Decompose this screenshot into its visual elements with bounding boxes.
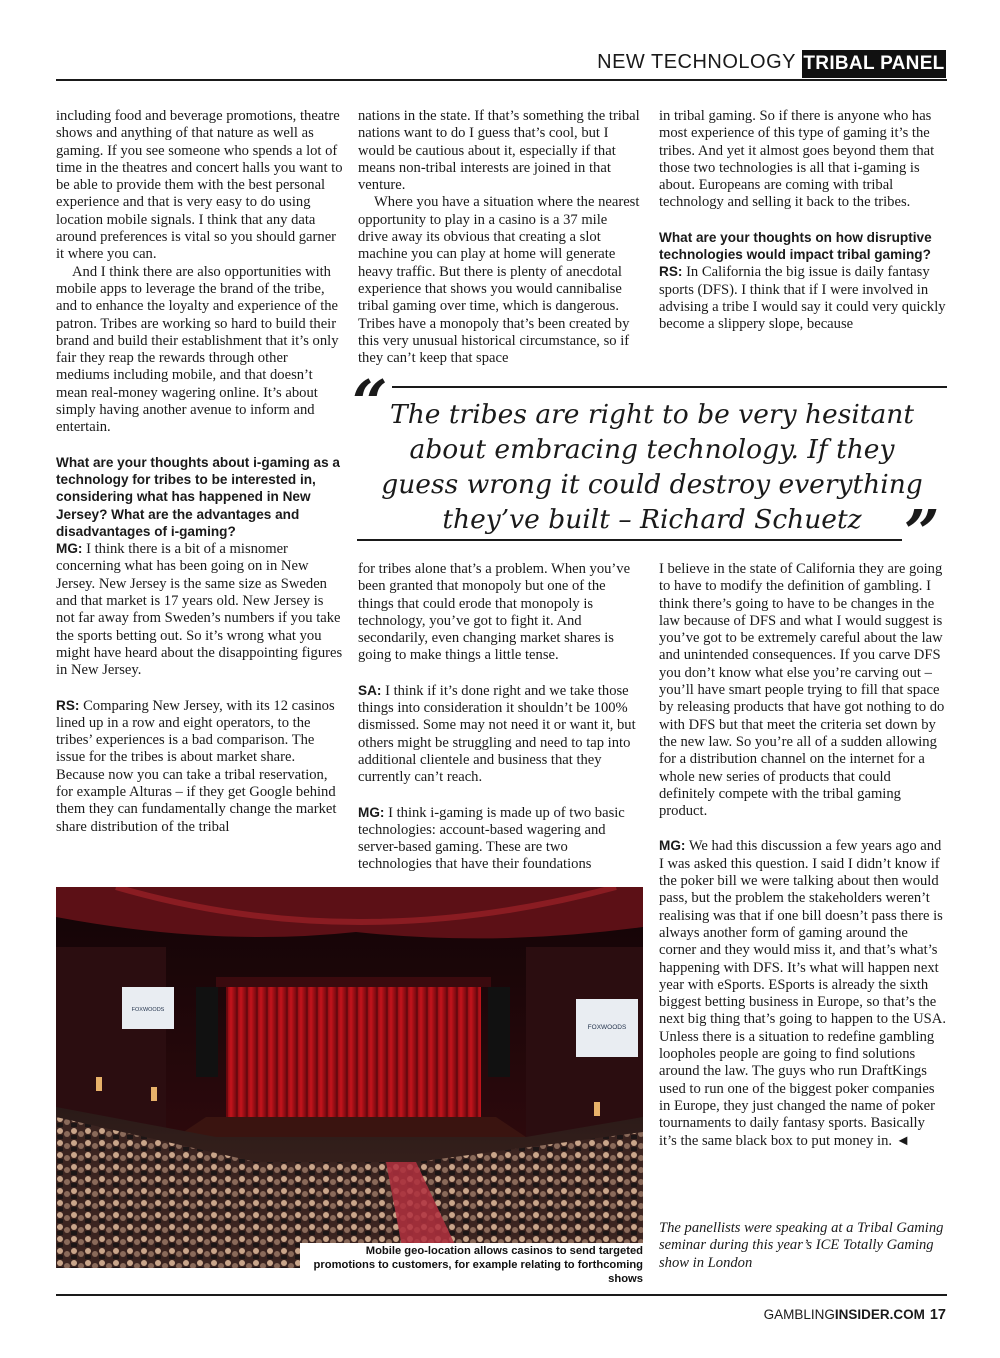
col2-sa-answer bbox=[358, 682, 640, 787]
col3-paragraph-2: I believe in the state of California they are going to have to modify the definition of gambling. I think there’s going to have to be changes in the law because of DFS and what I would suggest is you’ve got to be extremely careful about the law and unintended consequences. If you carve DFS you don’t know what else you’re carving out – you’ll have smart people trying to fill that space by releasing products that have got nothing to do with DFS but that meet the criteria set down by the new law. So you’re all of a sudden allowing for a distribution channel on the internet for a whole new series of products that could definitely compete with the tribal gaming product. bbox=[659, 561, 945, 820]
section-tag: TRIBAL PANEL bbox=[802, 50, 946, 78]
col1-paragraph-1: including food and beverage promotions, theatre shows and anything of that nature as well as gaming. If you see someone who spends a lot of time in the theatres and concert halls you want to be able to provide them with the best personal experience and that is very easy to do using location mobile signals. I think that any data around preferences is vital so you should garner it where you can. bbox=[56, 108, 343, 263]
footer bbox=[700, 1307, 946, 1323]
end-of-article-mark: ◄ bbox=[895, 1132, 911, 1149]
open-quote-mark: “ bbox=[352, 366, 388, 439]
col3-rs-answer bbox=[659, 263, 946, 333]
speaker-mg: MG: bbox=[56, 541, 83, 557]
col1-question: What are your thoughts about i-gaming as a technology for tribes to be interested in, considering what has happened in New Jersey? What are the advantages and disadvantages of i-gaming? bbox=[56, 454, 340, 539]
column-1 bbox=[56, 108, 343, 836]
column-2-bottom bbox=[358, 561, 640, 874]
column-2-top bbox=[358, 108, 640, 367]
theatre-illustration bbox=[56, 887, 643, 1268]
theatre-photo bbox=[56, 887, 643, 1268]
pull-quote-bottom-rule bbox=[357, 539, 902, 541]
col3-rs-text: In California the big issue is daily fantasy sports (DFS). I think that if I were involved in advising a tribe I would say it could very quickly become a slippery slope, because bbox=[659, 264, 946, 333]
col1-mg-text: I think there is a bit of a misnomer concerning what has been going on in New Jersey. New Jersey is the same size as Sweden and that market is 17 years old. New Jersey is not far away from Sweden’s numbers if you take the sports betting out. So it’s wrong what you might have heard about the disappointing figures in New Jersey. bbox=[56, 541, 343, 679]
col1-rs-answer bbox=[56, 697, 343, 836]
screen-logo-right: FOXWOODS bbox=[587, 1024, 627, 1031]
col3-mg-answer bbox=[659, 837, 946, 1149]
col1-paragraph-2: And I think there are also opportunities with mobile apps to leverage the brand of the tribe, and to enhance the loyalty and experience of the patron. Tribes are working so hard to build their brand and build their establishment that it’s only fair they reap the rewards through other mediums including mobile, and that doesn’t mean real-money wagering online. It’s about simply having another avenue to inform and entertain. bbox=[56, 263, 339, 436]
footer-rule bbox=[56, 1294, 947, 1296]
page-number: 17 bbox=[929, 1307, 946, 1323]
speaker-sa: SA: bbox=[358, 682, 382, 698]
screen-logo-left: FOXWOODS bbox=[131, 1007, 165, 1013]
col3-paragraph-1: in tribal gaming. So if there is anyone who has most experience of this type of gaming it’s the tribes. And yet it almost goes beyond them that those two technologies is all that i-gaming is about. Europeans are coming with tribal technology and selling it back to the tribes. bbox=[659, 108, 935, 211]
col3-mg-text: We had this discussion a few years ago and I was asked this question. I said I didn’t know if the poker bill we were talking about then would pass, but the problem the stakeholders weren’t realising was that if one bill doesn’t pass there is always another form of gaming around the corner and they would miss it, and that’s what’s happening with DFS. It’s what will happen next year with eSports. ESports is already the sixth biggest betting business in Europe, so that’s the next big thing that’s going to happen to the USA. Unless there is a situation to redefine gambling loopholes people are going to find solutions around the law. The guys who run DraftKings used to run one of the biggest poker companies in Europe, they just changed the name of poker tournaments to daily fantasy sports. Basically it’s the same black box to put money in. bbox=[659, 838, 946, 1149]
column-3-bottom bbox=[659, 561, 946, 1150]
pull-quote-top-rule bbox=[392, 386, 947, 388]
speaker-rs: RS: bbox=[56, 697, 80, 713]
speaker-mg: MG: bbox=[358, 804, 385, 820]
col2-sa-text: I think if it’s done right and we take those things into consideration it shouldn’t be 100% dismissed. Some may not need it or want it, but others might be struggling and need to tap into additional clientele and business that they currently can’t reach. bbox=[358, 682, 636, 786]
closing-note: The panellists were speaking at a Tribal Gaming seminar during this year’s ICE Totally Gaming show in London bbox=[659, 1220, 944, 1271]
column-3-top bbox=[659, 108, 946, 334]
speaker-rs: RS: bbox=[659, 264, 683, 280]
site-name-prefix: GAMBLING bbox=[763, 1307, 835, 1322]
col2-paragraph-2: Where you have a situation where the nearest opportunity to play in a casino is a 37 mile drive away its obvious that creating a slot machine you can play at home will generate heavy traffic. But there is plenty of anecdotal experience that shows you would cannibalise tribal gaming over time, which is dangerous. Tribes have a monopoly that’s been created by this very unusual historical circumstance, so if they can’t keep that space bbox=[358, 194, 640, 367]
header-rule bbox=[56, 79, 947, 81]
col2-paragraph-3: for tribes alone that’s a problem. When you’ve been granted that monopoly but one of the things that could erode that monopoly is technology, you’ve got to fight it. And secondarily, even changing market shares is going to make things a little tense. bbox=[358, 561, 631, 664]
col2-paragraph-1: nations in the state. If that’s something the tribal nations want to do I guess that’s cool, but I would be cautious about it, especially if that means non-tribal interests are joined in that venture. bbox=[358, 108, 640, 194]
col1-rs-text: Comparing New Jersey, with its 12 casinos lined up in a row and eight operators, to the tribes’ experiences is a bad comparison. The issue for the tribes is about market share. Because now you can take a tribal reservation, for example Alturas – if they get Google behind them they can fundamentally change the market share distribution of the tribal bbox=[56, 697, 337, 835]
close-quote-mark: ” bbox=[904, 496, 940, 569]
col3-question: What are your thoughts on how disruptive technologies would impact tribal gaming? bbox=[659, 229, 932, 263]
photo-caption: Mobile geo-location allows casinos to send targeted promotions to customers, for example relating to forthcoming shows bbox=[300, 1243, 643, 1288]
site-name-bold: INSIDER.COM bbox=[834, 1307, 925, 1322]
col2-mg-text: I think i-gaming is made up of two basic technologies: account-based wagering and server-based gaming. These are two technologies that have their foundations bbox=[358, 804, 625, 873]
pull-quote: The tribes are right to be very hesitant about embracing technology. If they guess wrong it could destroy everything they’ve built – Richard Schuetz bbox=[381, 399, 923, 535]
section-title: NEW TECHNOLOGY bbox=[597, 51, 796, 73]
col1-mg-answer bbox=[56, 540, 343, 679]
speaker-mg: MG: bbox=[659, 838, 686, 854]
col2-mg-answer bbox=[358, 804, 640, 874]
